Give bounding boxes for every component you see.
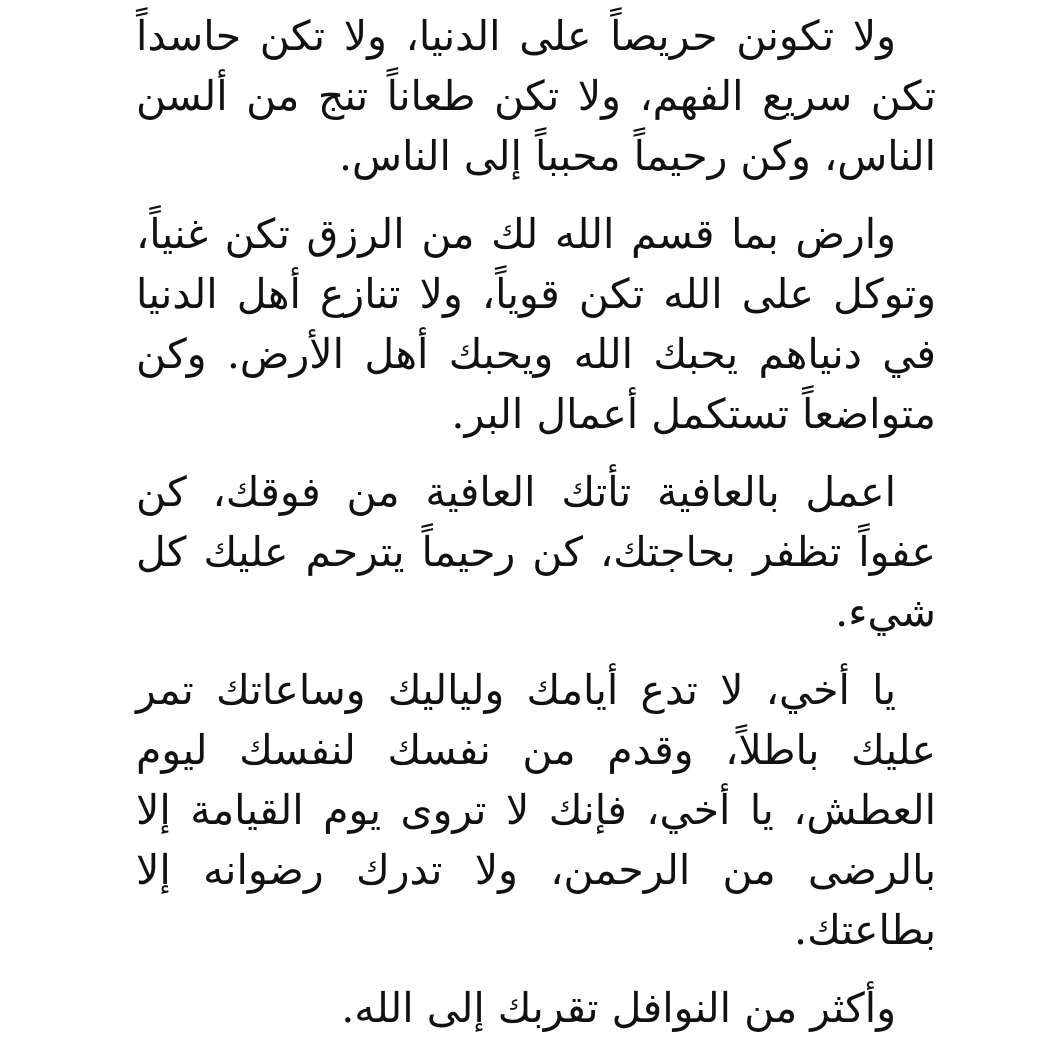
paragraph-3: اعمل بالعافية تأتك العافية من فوقك، كن عفواً تظفر بحاجتك، كن رحيماً يترحم عليك كل شيء. [136,468,936,636]
document-page [136,6,936,1038]
paragraph-1: ولا تكونن حريصاً على الدنيا، ولا تكن حاسداً تكن سريع الفهم، ولا تكن طعاناً تنج من ألسن الناس، وكن رحيماً محبباً إلى الناس. [136,12,936,180]
paragraph-4: يا أخي، لا تدع أيامك ولياليك وساعاتك تمر عليك باطلاً، وقدم من نفسك لنفسك ليوم العطش، يا أخي، فإنك لا تروى يوم القيامة إلا بالرضى من الرحمن، ولا تدرك رضوانه إلا بطاعتك. [136,666,936,954]
paragraph-5: وأكثر من النوافل تقربك إلى الله. [341,984,896,1032]
paragraph-2: وارض بما قسم الله لك من الرزق تكن غنياً، وتوكل على الله تكن قوياً، ولا تنازع أهل الدنيا في دنياهم يحبك الله ويحبك أهل الأرض. وكن متواضعاً تستكمل أعمال البر. [136,210,936,438]
